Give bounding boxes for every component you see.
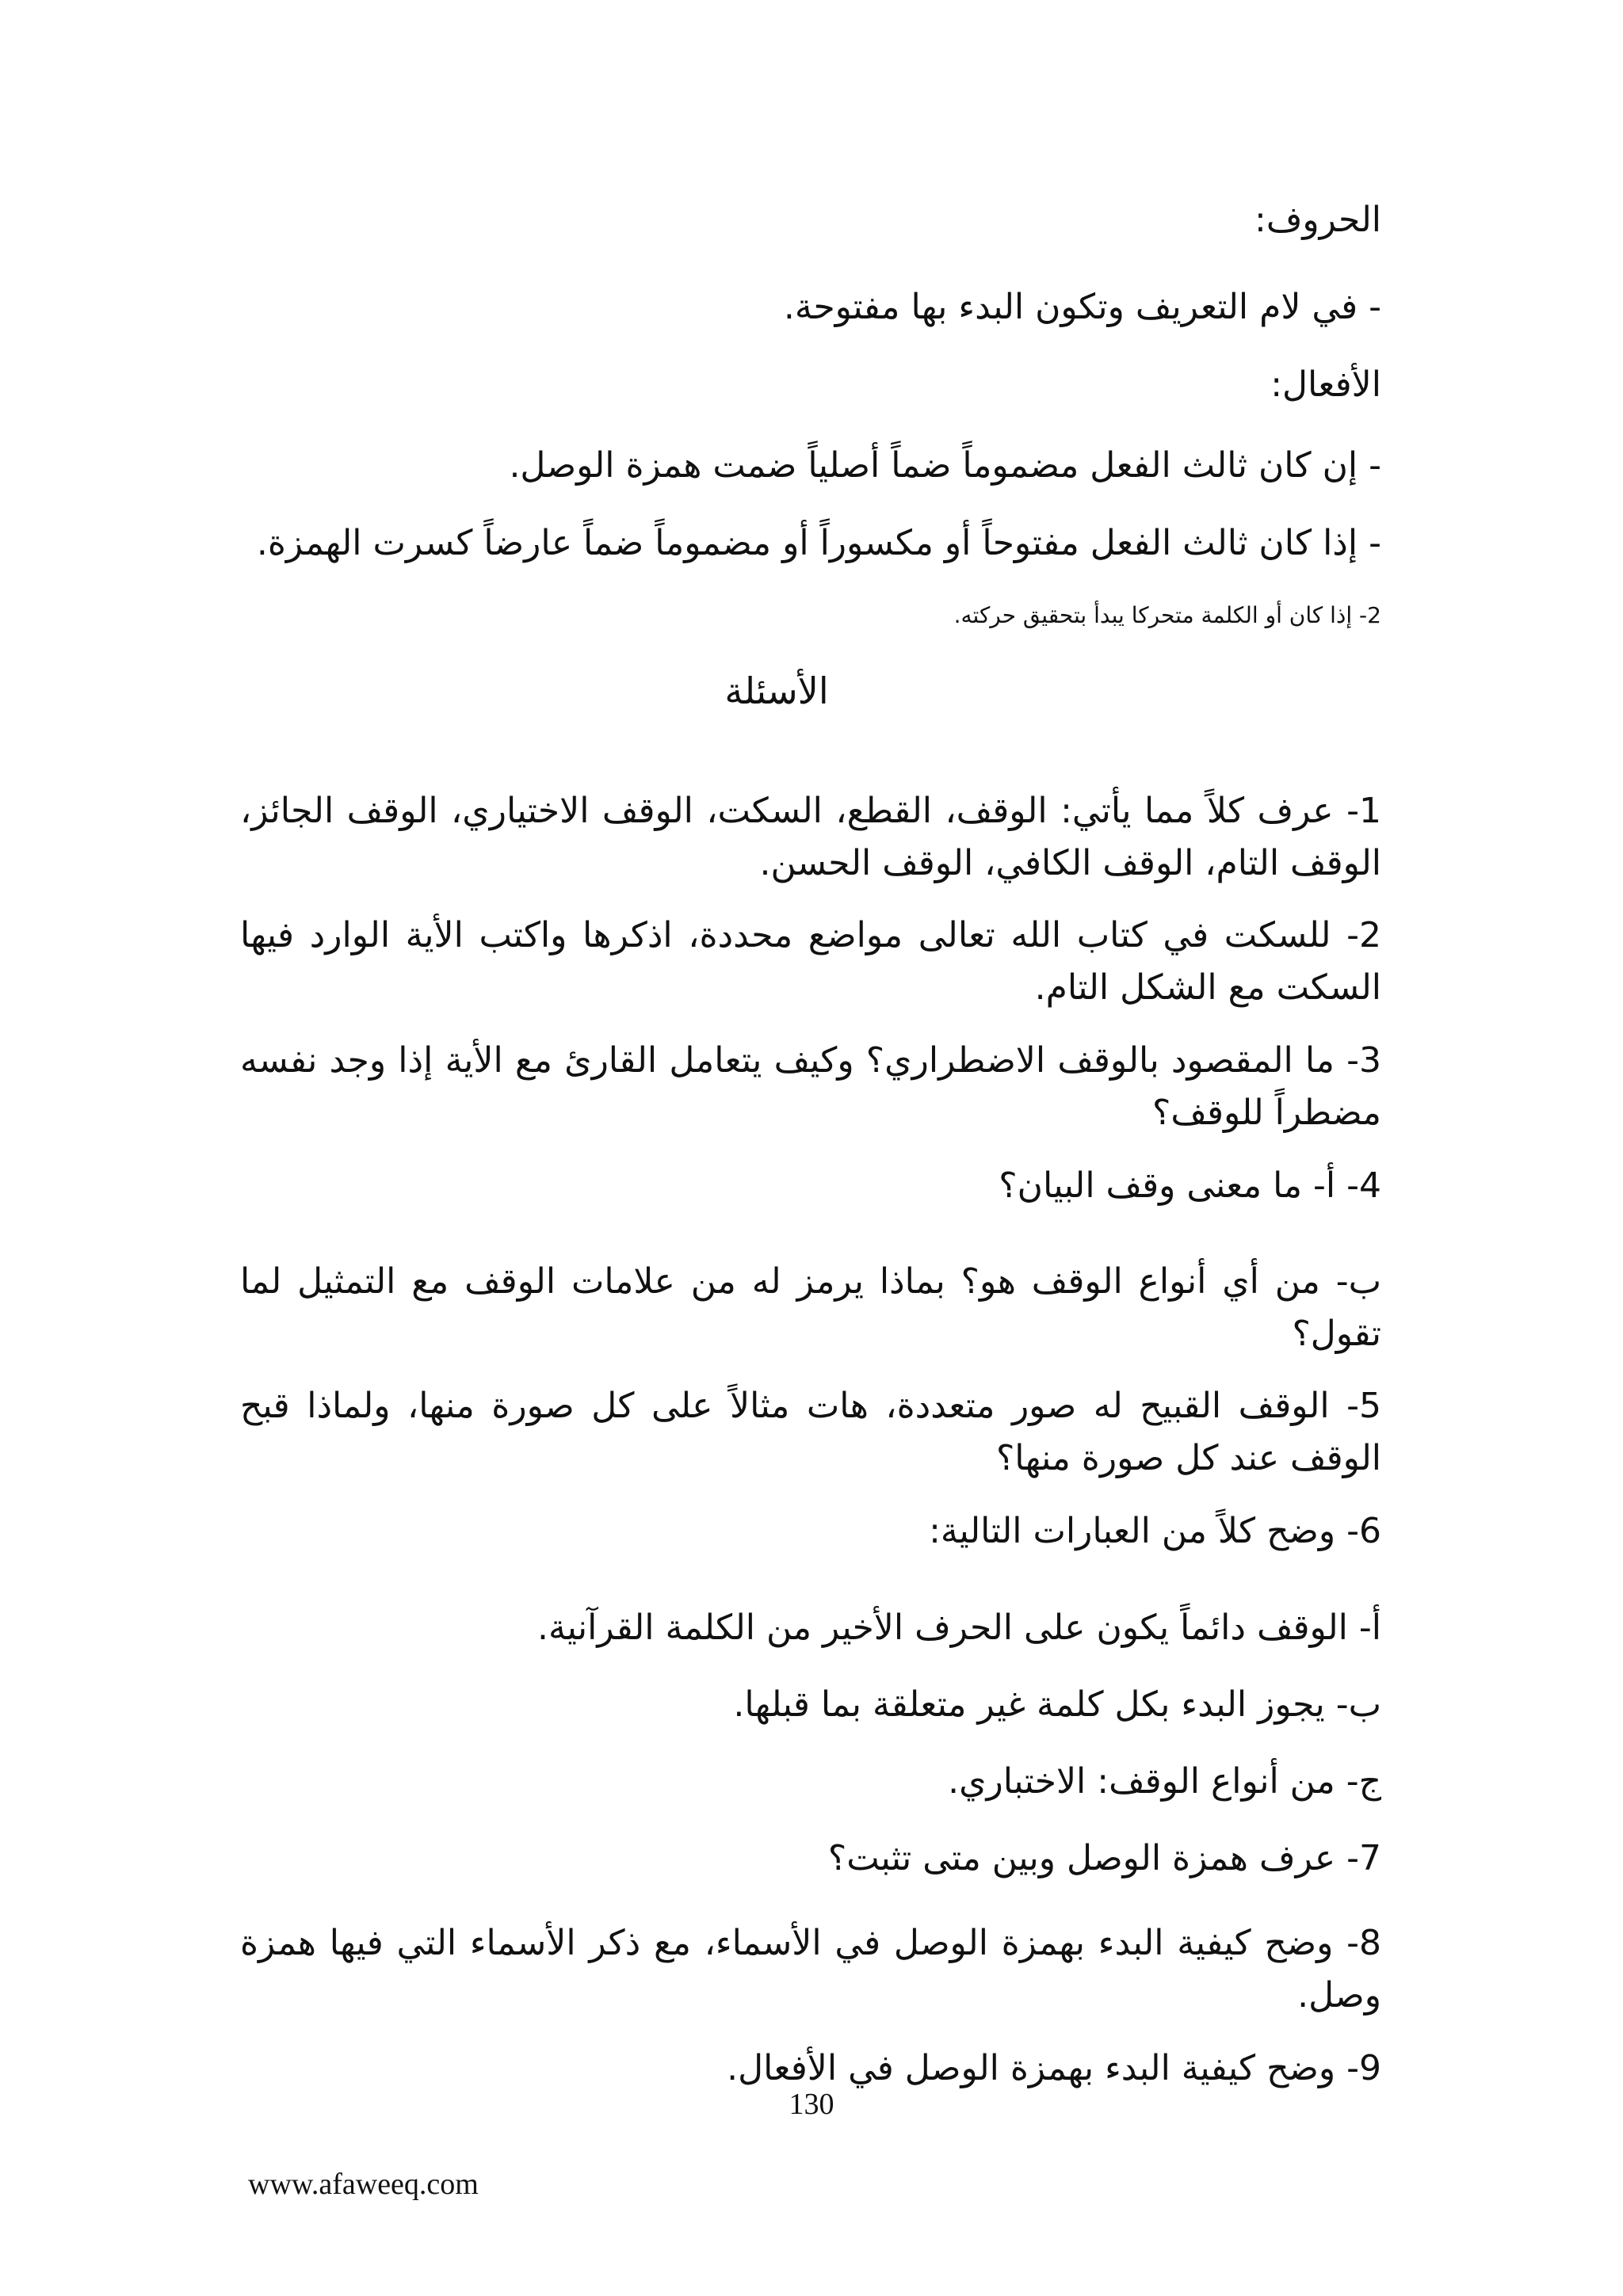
question-2: 2- للسكت في كتاب الله تعالى مواضع محددة، اذكرها واكتب الأية الوارد فيها السكت مع الشكل التام. — [240, 915, 1381, 1008]
verbs-item-2: - إذا كان ثالث الفعل مفتوحاً أو مكسوراً أو مضموماً ضماً عارضاً كسرت الهمزة. — [256, 523, 1381, 563]
question-6: 6- وضح كلاً من العبارات التالية: — [929, 1511, 1381, 1551]
letters-item: - في لام التعريف وتكون البدء بها مفتوحة. — [783, 287, 1381, 327]
question-6c: ج- من أنواع الوقف: الاختباري. — [948, 1761, 1381, 1802]
question-9: 9- وضح كيفية البدء بهمزة الوصل في الأفعال. — [727, 2048, 1381, 2088]
question-8: 8- وضح كيفية البدء بهمزة الوصل في الأسماء، مع ذكر الأسماء التي فيها همزة وصل. — [240, 1923, 1381, 2016]
question-4b: ب- من أي أنواع الوقف هو؟ بماذا يرمز له من علامات الوقف مع التمثيل لما تقول؟ — [240, 1261, 1381, 1354]
verbs-item-1: - إن كان ثالث الفعل مضموماً ضماً أصلياً ضمت همزة الوصل. — [509, 445, 1381, 486]
footnote: 2- إذا كان أو الكلمة متحركا يبدأ بتحقيق حركته. — [953, 602, 1381, 628]
questions-title: الأسئلة — [724, 669, 829, 712]
page-number: 130 — [789, 2088, 834, 2121]
question-3: 3- ما المقصود بالوقف الاضطراري؟ وكيف يتعامل القارئ مع الأية إذا وجد نفسه مضطراً للوقف؟ — [240, 1040, 1381, 1133]
question-7: 7- عرف همزة الوصل وبين متى تثبت؟ — [827, 1838, 1381, 1878]
website-link[interactable]: www.afaweeq.com — [248, 2168, 479, 2201]
question-6a: أ- الوقف دائماً يكون على الحرف الأخير من الكلمة القرآنية. — [537, 1608, 1381, 1648]
verbs-heading: الأفعال: — [1270, 364, 1381, 405]
question-1: 1- عرف كلاً مما يأتي: الوقف، القطع، السكت، الوقف الاختياري، الوقف الجائز، الوقف التام، الوقف الكافي، الوقف الحسن. — [240, 791, 1381, 883]
question-6b: ب- يجوز البدء بكل كلمة غير متعلقة بما قبلها. — [733, 1684, 1381, 1725]
question-5: 5- الوقف القبيح له صور متعددة، هات مثالاً على كل صورة منها، ولماذا قبح الوقف عند كل صورة منها؟ — [240, 1386, 1381, 1478]
question-4a: 4- أ- ما معنى وقف البيان؟ — [999, 1165, 1381, 1206]
letters-heading: الحروف: — [1254, 200, 1381, 240]
